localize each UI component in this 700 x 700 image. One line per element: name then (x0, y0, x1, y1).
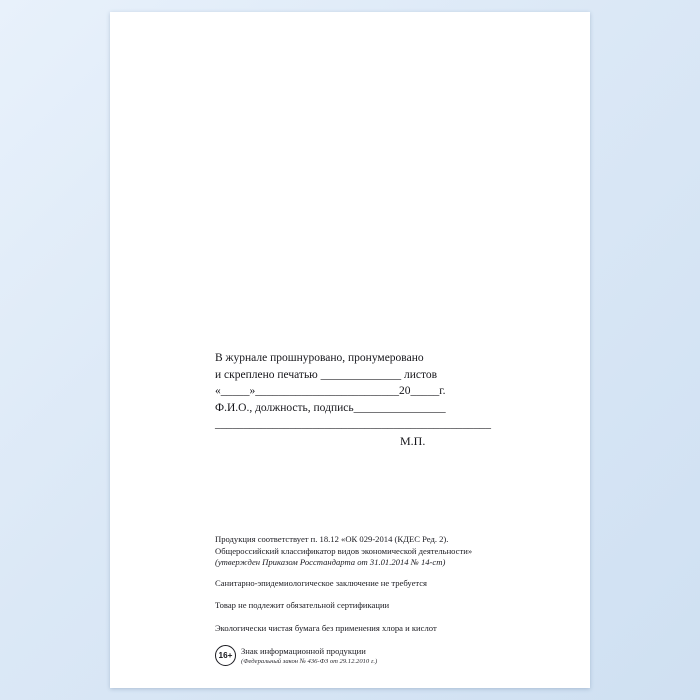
eco-paper-note: Экологически чистая бумага без применения хлора и кислот (215, 622, 437, 633)
document-page (110, 12, 590, 688)
compliance-line-2: Общероссийский классификатор видов экономической деятельности» (215, 545, 473, 556)
document-footer (215, 534, 565, 667)
sanitary-note: Санитарно-эпидемиологическое заключение не требуется (215, 577, 428, 588)
age-rating-row (215, 645, 565, 667)
compliance-line-1: Продукция соответствует п. 18.12 «ОК 029-2014 (КДЕС Ред. 2). (215, 534, 449, 544)
info-mark-law: (Федеральный закон № 436-ФЗ от 29.12.2010 г.) (241, 658, 378, 665)
age-rating-badge: 16+ (215, 645, 236, 666)
signature-line-4: Ф.И.О., должность, подпись________________ (215, 401, 446, 414)
compliance-paragraph (215, 534, 565, 569)
compliance-line-3: (утвержден Приказом Росстандарта от 31.01.2014 № 14-ст) (215, 557, 446, 567)
signature-line-3: «_____»_________________________20_____г. (215, 385, 446, 397)
signature-line-1: В журнале прошнуровано, пронумеровано (215, 352, 424, 364)
certification-note: Товар не подлежит обязательной сертификации (215, 600, 390, 610)
signature-line-2: и скреплено печатью ______________ листов (215, 368, 438, 381)
stamp-place-label: М.П. (400, 434, 426, 448)
info-mark-label: Знак информационной продукции (241, 646, 366, 656)
signature-block (215, 350, 545, 433)
signature-line-5: ________________________________________________ (215, 418, 491, 430)
